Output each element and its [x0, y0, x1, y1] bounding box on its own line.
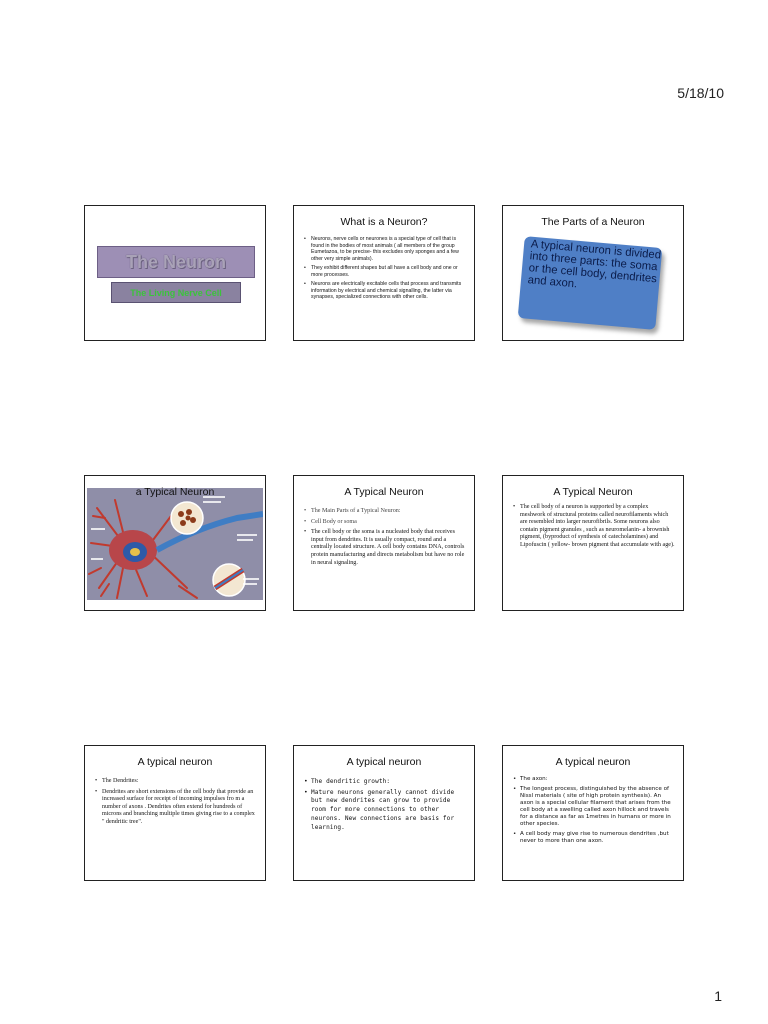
- slide-6-bullets: [513, 504, 675, 550]
- slide-5-bullets: [304, 508, 466, 567]
- slide-5-title: A Typical Neuron: [344, 486, 424, 498]
- slide-1-title: [84, 205, 266, 341]
- bullet-item: • A cell body may give rise to numerous dendrites ,but never to more than one axon.: [513, 831, 675, 845]
- slide-4-title: a Typical Neuron: [135, 486, 215, 498]
- callout-text: A typical neuron is divided into three parts: the soma or the cell body, dendrites and axon.: [527, 238, 662, 291]
- bullet-item: • Cell Body or soma: [304, 519, 466, 527]
- slide-1-title-text: The Neuron: [125, 251, 226, 272]
- neuron-diagram-image: [87, 488, 263, 600]
- slide-9-bullets: [513, 776, 675, 845]
- bullet-item: • The Dendrites:: [95, 778, 257, 786]
- bullet-item: • Neurons are electrically excitable cells that process and transmits information by electrical and chemical signalling, the latter via synapses, specialized connections with other cells.: [304, 281, 466, 301]
- bullet-item: • Mature neurons generally cannot divide but new dendrites can grow to provide room for more connections to other neurons. New connections are basis for learning.: [304, 789, 466, 833]
- slide-1-subtitle-text: The Living Nerve Cell: [130, 287, 222, 298]
- slide-4: [84, 475, 266, 611]
- slide-6-title: A Typical Neuron: [553, 486, 633, 498]
- slide-6: [502, 475, 684, 611]
- slide-8: [293, 745, 475, 881]
- slide-2-title: What is a Neuron?: [340, 216, 428, 228]
- slide-7-bullets: [95, 778, 257, 827]
- slide-5: [293, 475, 475, 611]
- slide-3-title: The Parts of a Neuron: [541, 216, 645, 228]
- bullet-item: • The dendritic growth:: [304, 778, 466, 786]
- slide-2: [293, 205, 475, 341]
- slide-9: [502, 745, 684, 881]
- slide-2-bullets: [304, 236, 466, 301]
- slide-8-title: A typical neuron: [346, 756, 422, 768]
- bullet-item: • Neurons, nerve cells or neurones is a special type of cell that is found in the bodies of most animals ( all members of the group Eumetazoa, to be precise- this excludes only sponges and a few other very simple animals).: [304, 236, 466, 262]
- slide-3: [502, 205, 684, 341]
- bullet-item: • The cell body or the soma is a nucleated body that receives input from dendrites. It is usually compact, round and a centrally located structure. A cell body contains DNA, controls protein manufacturing and directs metabolism but have no role in neural signaling.: [304, 529, 466, 567]
- slide-7: [84, 745, 266, 881]
- date-header: 5/18/10: [677, 85, 724, 101]
- bullet-item: • The cell body of a neuron is supported by a complex meshwork of structural proteins called neurofilaments which are resembled into larger neurofibrils. Some neurons also contain pigment granules , such as neuromelanin- a brownish pigment, (byproduct of synthesis of catecholamines) and Lipofuscin ( yellow- brown pigment that accumulate with age).: [513, 504, 675, 550]
- bullet-item: • The Main Parts of a Typical Neuron:: [304, 508, 466, 516]
- bullet-item: • The axon:: [513, 776, 675, 783]
- bullet-item: • Dendrites are short extensions of the cell body that provide an increased surface for receipt of incoming impulses fro m a number of axons . Dendrites often extend for hundreds of microns and branching multiple times giving rise to a complex " dendritic tree".: [95, 789, 257, 827]
- slide-7-title: A typical neuron: [137, 756, 213, 768]
- bullet-item: • The longest process, distinguished by the absence of Nissl materials ( site of high protein synthesis). An axon is a special cellular filament that arises from the cell body at a swelling called axon hillock and travels for a distance as far as 1metres in humans or more in other species.: [513, 786, 675, 828]
- slide-9-title: A typical neuron: [555, 756, 631, 768]
- title-banner: [97, 246, 255, 278]
- page-number: 1: [714, 988, 722, 1004]
- slide-8-bullets: [304, 778, 466, 833]
- bullet-item: • They exhibit different shapes but all have a cell body and one or more processes.: [304, 265, 466, 278]
- subtitle-banner: [111, 282, 241, 303]
